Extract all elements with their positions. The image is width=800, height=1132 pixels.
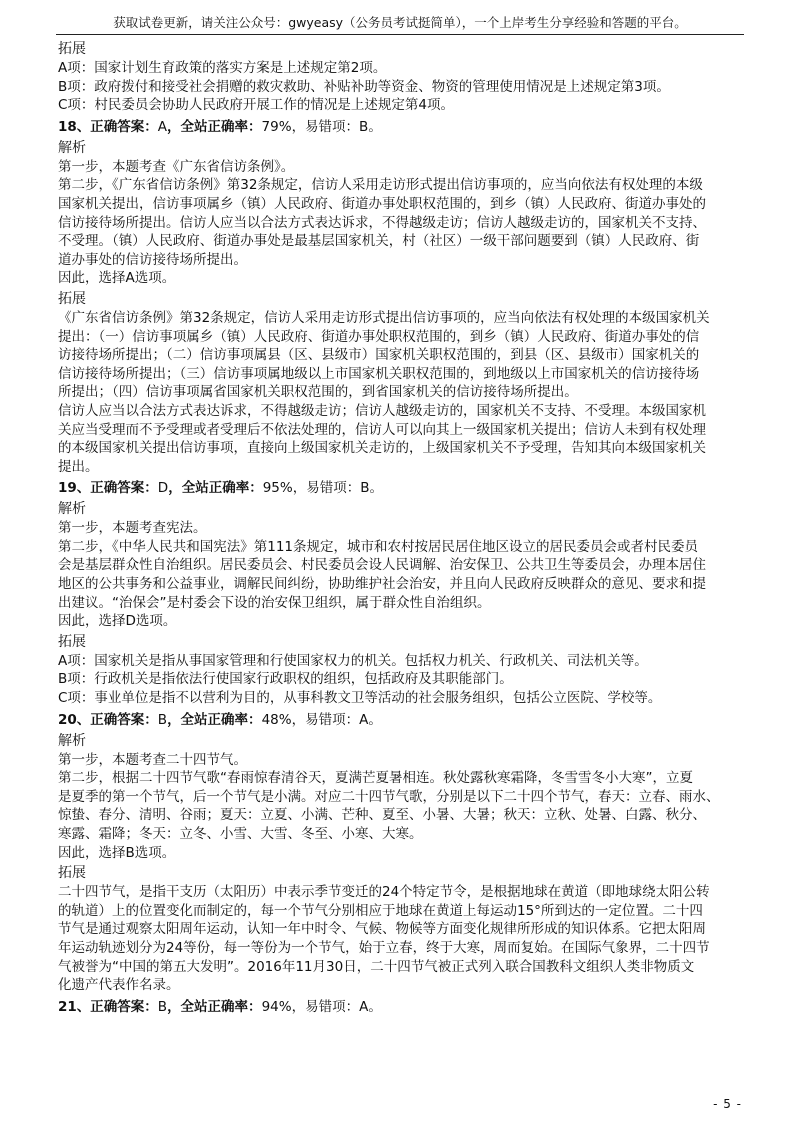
text-line: 所提出；（四）信访事项属省国家机关职权范围的，到省国家机关的信访接待场所提出。 — [58, 384, 578, 401]
accuracy-rate: 48% — [261, 711, 292, 728]
section-heading: 解析 — [58, 732, 86, 749]
accuracy-label: ，全站正确率： — [168, 480, 263, 497]
text-line: B项：行政机关是指依法行使国家行政职权的组织，包括政府及其职能部门。 — [58, 671, 513, 688]
correct-answer: B — [157, 998, 168, 1015]
page-number: - 5 - — [713, 1097, 742, 1111]
text-line: 关应当受理而不予受理或者受理后不依法处理的，信访人可以向其上一级国家机关提出；信访人未到有权处理 — [58, 421, 706, 438]
text-line: 二十四节气，是指干支历（太阳历）中表示季节变迁的24个特定节令，是根据地球在黄道（即地球绕太阳公转 — [58, 884, 710, 901]
text-line: C项：村民委员会协助人民政府开展工作的情况是上述规定第4项。 — [58, 97, 455, 114]
text-line: 信访接待场所提出。信访人应当以合法方式表达诉求，不得越级走访；信访人越级走访的，国家机关不支持、 — [58, 214, 706, 231]
text-line: 寒露、霜降；冬天：立冬、小雪、大雪、冬至、小寒、大寒。 — [58, 826, 423, 842]
text-line: A项：国家计划生育政策的落实方案是上述规定第2项。 — [58, 60, 387, 76]
accuracy-rate: 95% — [262, 480, 293, 497]
text-line: 是夏季的第一个节气，后一个节气是小满。对应二十四节气歌，分别是以下二十四个节气，春天：立春、雨水、 — [58, 788, 720, 805]
text-line: 年运动轨迹划分为24等份，每一等份为一个节气，始于立春，终于大寒，周而复始。在国际气象界，二十四节 — [58, 939, 710, 956]
text-line: 第一步，本题考查二十四节气。 — [58, 751, 247, 768]
text-line: 的本级国家机关提出信访事项，直接向上级国家机关走访的，上级国家机关不予受理，告知其向本级国家机关 — [58, 440, 706, 457]
accuracy-label: ，全站正确率： — [167, 711, 262, 728]
text-line: 节气是通过观察太阳周年运动，认知一年中时令、气候、物候等方面变化规律所形成的知识体系。它把太阳周 — [58, 921, 706, 938]
question-number: 19、正确答案： — [58, 480, 158, 497]
answer-line — [58, 997, 744, 1017]
text-line: 提出。 — [58, 458, 99, 475]
common-mistake: ，易错项：A。 — [291, 711, 382, 728]
section-heading: 拓展 — [58, 865, 86, 882]
header-divider — [56, 34, 744, 35]
text-line: 《广东省信访条例》第32条规定，信访人采用走访形式提出信访事项的，应当向依法有权处理的本级国家机关 — [58, 309, 710, 326]
correct-answer: D — [157, 480, 169, 497]
text-line: 道办事处的信访接待场所提出。 — [58, 251, 247, 268]
text-line: 第一步，本题考查宪法。 — [58, 520, 207, 537]
text-line: 不受理。（镇）人民政府、街道办事处是最基层国家机关，村（社区）一级干部问题要到（镇）人民政府、街 — [58, 233, 700, 250]
question-number: 21、正确答案： — [58, 998, 158, 1015]
section-heading: 解析 — [58, 501, 86, 518]
text-line: 国家机关提出，信访事项属乡（镇）人民政府、街道办事处职权范围的，到乡（镇）人民政府、街道办事处的 — [58, 195, 706, 212]
text-line: 提出：（一）信访事项属乡（镇）人民政府、街道办事处职权范围的，到乡（镇）人民政府、街道办事处的信 — [58, 328, 700, 345]
document-body — [58, 38, 744, 1017]
text-line: 信访接待场所提出；（三）信访事项属地级以上市国家机关职权范围的，到地级以上市国家机关的信访接待场 — [58, 365, 700, 382]
text-line: 的轨道）上的位置变化而制定的，每一个节气分别相应于地球在黄道上每运动15°所到达的一定位置。二十四 — [58, 902, 703, 919]
text-line: 信访人应当以合法方式表达诉求，不得越级走访；信访人越级走访的，国家机关不支持、不受理。本级国家机 — [58, 402, 706, 419]
text-line: 第二步，《广东省信访条例》第32条规定，信访人采用走访形式提出信访事项的，应当向依法有权处理的本级 — [58, 177, 703, 194]
question-number: 20、正确答案： — [58, 711, 158, 728]
accuracy-rate: 79% — [261, 118, 292, 135]
text-line: 第二步，《中华人民共和国宪法》第111条规定，城市和农村按居民居住地区设立的居民委员会或者村民委员 — [58, 538, 699, 555]
answer-line — [58, 478, 744, 498]
text-line: C项：事业单位是指不以营利为目的，从事科教文卫等活动的社会服务组织，包括公立医院、学校等。 — [58, 690, 662, 707]
page-header: 获取试卷更新，请关注公众号：gwyeasy（公务员考试挺简单），一个上岸考生分享经验和答题的平台。 — [113, 15, 687, 30]
question-number: 18、正确答案： — [58, 118, 158, 135]
text-line: 化遗产代表作名录。 — [58, 977, 180, 994]
common-mistake: ，易错项：B。 — [292, 480, 383, 497]
text-line: 因此，选择D选项。 — [58, 613, 177, 630]
correct-answer: A — [157, 118, 168, 135]
section-heading: 拓展 — [58, 633, 86, 650]
answer-line — [58, 710, 744, 730]
text-line: A项：国家机关是指从事国家管理和行使国家权力的机关。包括权力机关、行政机关、司法机关等。 — [58, 652, 648, 669]
common-mistake: ，易错项：B。 — [291, 118, 382, 135]
text-line: 因此，选择B选项。 — [58, 844, 176, 861]
text-line: 会是基层群众性自治组织。居民委员会、村民委员会设人民调解、治安保卫、公共卫生等委员会，办理本居住 — [58, 557, 706, 574]
text-line: 访接待场所提出；（二）信访事项属县（区、县级市）国家机关职权范围的，到县（区、县级市）国家机关的 — [58, 347, 700, 364]
text-line: 因此，选择A选项。 — [58, 270, 176, 287]
accuracy-label: ，全站正确率： — [167, 118, 262, 135]
correct-answer: B — [157, 711, 168, 728]
answer-line — [58, 117, 744, 137]
accuracy-label: ，全站正确率： — [167, 998, 262, 1015]
text-line: 惊蛰、春分、清明、谷雨；夏天：立夏、小满、芒种、夏至、小暑、大暑；秋天：立秋、处暑、白露、秋分、 — [58, 807, 706, 824]
section-heading: 拓展 — [58, 290, 86, 307]
common-mistake: ，易错项：A。 — [291, 998, 382, 1015]
section-heading: 解析 — [58, 139, 86, 156]
accuracy-rate: 94% — [261, 998, 292, 1015]
text-line: 气被誉为“中国的第五大发明”。2016年11月30日，二十四节气被正式列入联合国教科文组织人类非物质文 — [58, 958, 695, 975]
section-heading: 拓展 — [58, 41, 86, 57]
text-line: 出建议。“治保会”是村委会下设的治安保卫组织，属于群众性自治组织。 — [58, 594, 491, 611]
text-line: B项：政府拨付和接受社会捐赠的救灾救助、补贴补助等资金、物资的管理使用情况是上述规定第3项。 — [58, 78, 670, 95]
text-line: 第二步，根据二十四节气歌“春雨惊春清谷天，夏满芒夏暑相连。秋处露秋寒霜降，冬雪雪冬小大寒”，立夏 — [58, 770, 693, 787]
text-line: 地区的公共事务和公益事业，调解民间纠纷，协助维护社会治安，并且向人民政府反映群众的意见、要求和提 — [58, 576, 706, 593]
text-line: 第一步，本题考查《广东省信访条例》。 — [58, 158, 295, 175]
